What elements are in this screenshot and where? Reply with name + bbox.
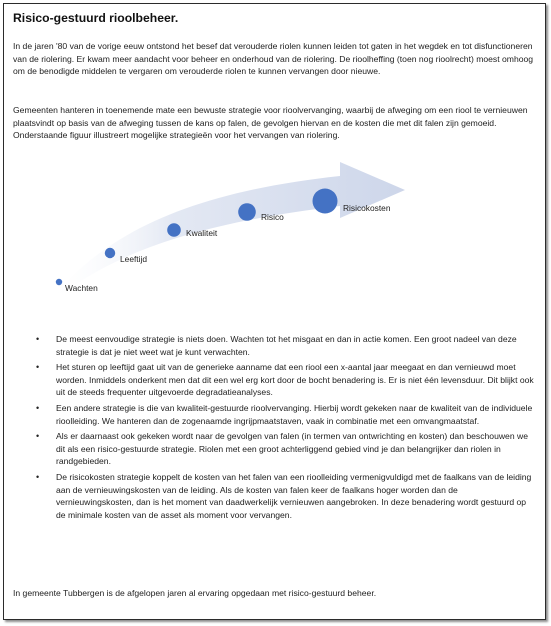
list-item: • Als er daarnaast ook gekeken wordt naar de gevolgen van falen (in termen van ontwrichting en kosten) dan beschouwen we dit als een risico-gestuurde strategie. Riolen met een groot achterliggend gebied vind je dan belangrijker dan riolen in randgebieden.: [36, 431, 528, 467]
stage-label: Leeftijd: [120, 254, 148, 264]
bullet-icon: •: [36, 362, 40, 373]
page-title: Risico-gestuurd rioolbeheer.: [13, 11, 179, 25]
list-item: • Het sturen op leeftijd gaat uit van de generieke aanname dat een riool een x-aantal jaar meegaat en dan vernieuwd moet worden. Inmiddels onderkent men dat dit een wel erg kort door de bocht benadering is. Er is niet één levensduur. Dit blijkt ook uit de steeds frequenter uitgevoerde degradatieanalyses.: [36, 362, 534, 398]
list-item: • De risicokosten strategie koppelt de kosten van het falen van een rioolleiding vermenigvuldigd met de faalkans van de leiding aan de vernieuwingskosten van de leiding. Als de kosten van falen keer de faalkans hoger worden dan de vernieuwingskosten, dan is het moment van daadwerkelijk vernieuwen aangebroken. In deze benadering wordt gestuurd op de minimale kosten van de asset als moment voor vervangen.: [36, 471, 532, 520]
bullet-icon: •: [36, 402, 40, 413]
trend-arrow: [46, 162, 405, 306]
document-frame: [3, 3, 546, 620]
intro-paragraph-strategy: Gemeenten hanteren in toenemende mate een bewuste strategie voor rioolvervanging, waarbij de afweging om een riool te vernieuwen plaatsvindt op basis van de afweging tussen de kans op falen, de gevolgen hiervan en de kosten die met dit falen zijn gemoeid. Onderstaande figuur illustreert mogelijke strategieën voor het vervangen van riolering.: [13, 105, 528, 141]
stage-label: Risicokosten: [343, 203, 391, 213]
intro-paragraph-history: In de jaren '80 van de vorige eeuw ontstond het besef dat verouderde riolen kunnen leiden tot gaten in het wegdek en tot disfunctioneren van de riolering. Er kwam meer aandacht voor beheer en onderhoud van de riolering. De rioolheffing (toen nog rioolrecht) moest omhoog om de benodigde middelen te vergaren om verouderde riolen te kunnen vervangen door nieuwe.: [13, 41, 534, 77]
stage-dot-icon: [56, 279, 62, 285]
strategy-arrow-diagram: [40, 154, 420, 309]
stage-label: Wachten: [65, 283, 98, 293]
stage-dot-icon: [167, 223, 181, 237]
stage-dot-icon: [238, 203, 256, 221]
stage-dot-icon: [105, 248, 115, 258]
bullet-icon: •: [36, 334, 40, 344]
stage-label: Kwaliteit: [186, 228, 218, 238]
list-item: • De meest eenvoudige strategie is niets doen. Wachten tot het misgaat en dan in actie komen. Een groot nadeel van deze strategie is dat je niet weet wat je kunt verwachten.: [36, 334, 517, 357]
strategy-list: [4, 333, 544, 524]
bullet-icon: •: [36, 431, 40, 442]
bullet-icon: •: [36, 471, 40, 482]
footer-paragraph: In gemeente Tubbergen is de afgelopen jaren al ervaring opgedaan met risico-gestuurd beheer.: [13, 588, 377, 598]
list-item: • Een andere strategie is die van kwaliteit-gestuurde rioolvervanging. Hierbij wordt gekeken naar de kwaliteit van de individuele rioolleiding. We hanteren dan de zogenaamde ingrijpmaatstaven, vaak in combinatie met een omvangmaatstaf.: [36, 402, 533, 426]
strategy-figure: [40, 154, 420, 309]
stage-label: Risico: [261, 212, 284, 222]
stage-dot-icon: [313, 189, 338, 214]
